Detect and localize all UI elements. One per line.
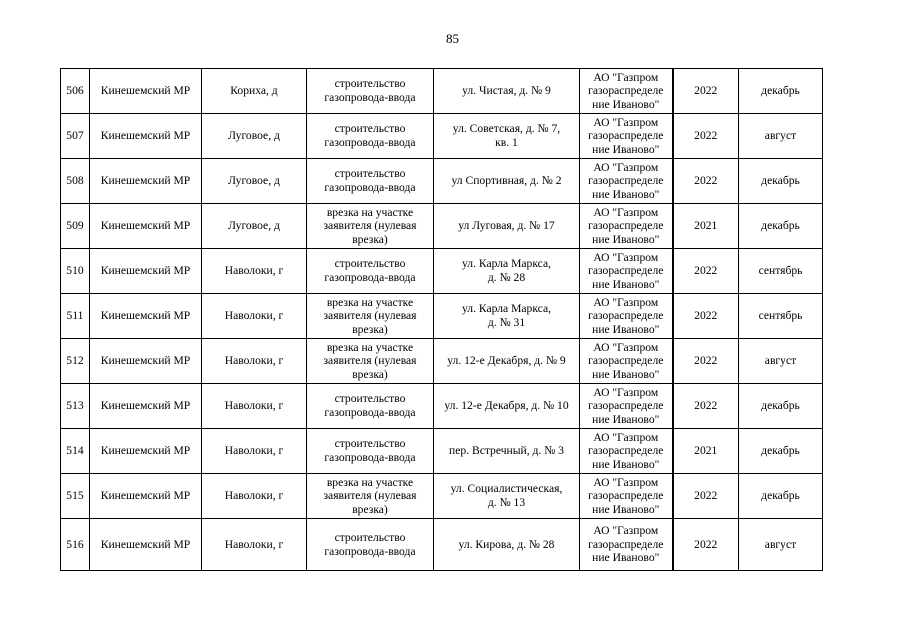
organization-cell bbox=[580, 114, 673, 159]
year-cell: 2022 bbox=[673, 519, 739, 571]
year-cell: 2022 bbox=[673, 294, 739, 339]
locality-cell: Кориха, д bbox=[202, 69, 307, 114]
organization-cell bbox=[580, 204, 673, 249]
row-number-cell: 507 bbox=[61, 114, 90, 159]
organization-line: ние Иваново" bbox=[592, 502, 660, 516]
row-number-cell: 511 bbox=[61, 294, 90, 339]
work-type-line: газопровода-ввода bbox=[324, 544, 416, 558]
address-line: ул. Советская, д. № 7, bbox=[452, 122, 561, 136]
organization-line: газораспределе bbox=[588, 489, 664, 503]
address-line: ул. Карла Маркса, bbox=[462, 302, 551, 316]
month-cell: декабрь bbox=[739, 204, 823, 249]
district-cell: Кинешемский МР bbox=[90, 339, 202, 384]
organization-line: АО "Газпром bbox=[593, 430, 659, 444]
address-cell bbox=[434, 204, 580, 249]
address-line: д. № 31 bbox=[487, 316, 526, 329]
address-cell bbox=[434, 159, 580, 204]
row-number-cell: 506 bbox=[61, 69, 90, 114]
work-type-line: строительство bbox=[334, 437, 406, 451]
address-cell bbox=[434, 519, 580, 571]
year-cell: 2022 bbox=[673, 114, 739, 159]
work-type-line: газопровода-ввода bbox=[324, 91, 416, 104]
work-type-line: строительство bbox=[334, 122, 406, 136]
year-cell: 2022 bbox=[673, 69, 739, 114]
work-type-line: врезка на участке bbox=[326, 475, 414, 489]
organization-cell bbox=[580, 519, 673, 571]
work-type-line: газопровода-ввода bbox=[324, 181, 416, 194]
address-line: пер. Встречный, д. № 3 bbox=[449, 444, 564, 458]
district-cell: Кинешемский МР bbox=[90, 69, 202, 114]
district-cell: Кинешемский МР bbox=[90, 474, 202, 519]
organization-line: АО "Газпром bbox=[593, 524, 659, 538]
organization-line: ние Иваново" bbox=[592, 97, 660, 111]
row-number-cell: 510 bbox=[61, 249, 90, 294]
locality-cell: Наволоки, г bbox=[202, 429, 307, 474]
district-cell: Кинешемский МР bbox=[90, 429, 202, 474]
organization-line: ние Иваново" bbox=[592, 277, 660, 291]
row-number-cell: 508 bbox=[61, 159, 90, 204]
organization-line: газораспределе bbox=[588, 399, 664, 413]
organization-line: АО "Газпром bbox=[593, 205, 659, 219]
row-number-cell: 512 bbox=[61, 339, 90, 384]
address-cell bbox=[434, 114, 580, 159]
locality-cell: Наволоки, г bbox=[202, 519, 307, 571]
district-cell: Кинешемский МР bbox=[90, 204, 202, 249]
address-cell bbox=[434, 294, 580, 339]
organization-line: ние Иваново" bbox=[592, 551, 660, 565]
table-row bbox=[61, 204, 823, 249]
month-cell: сентябрь bbox=[739, 294, 823, 339]
locality-cell: Наволоки, г bbox=[202, 294, 307, 339]
month-cell: декабрь bbox=[739, 384, 823, 429]
address-cell bbox=[434, 474, 580, 519]
work-type-line: врезка) bbox=[352, 367, 388, 381]
address-line: ул. Кирова, д. № 28 bbox=[458, 537, 555, 551]
organization-line: ние Иваново" bbox=[592, 322, 660, 336]
month-cell: август bbox=[739, 339, 823, 384]
table-row bbox=[61, 249, 823, 294]
locality-cell: Наволоки, г bbox=[202, 384, 307, 429]
address-line: ул. Карла Маркса, bbox=[462, 257, 551, 271]
work-type-cell bbox=[307, 114, 434, 159]
district-cell: Кинешемский МР bbox=[90, 294, 202, 339]
work-type-line: строительство bbox=[334, 257, 406, 271]
organization-cell bbox=[580, 249, 673, 294]
table-row bbox=[61, 429, 823, 474]
locality-cell: Луговое, д bbox=[202, 204, 307, 249]
organization-line: ние Иваново" bbox=[592, 142, 660, 156]
page-number: 85 bbox=[446, 31, 459, 46]
table-row bbox=[61, 69, 823, 114]
work-type-cell bbox=[307, 249, 434, 294]
year-cell: 2022 bbox=[673, 249, 739, 294]
work-type-line: строительство bbox=[334, 530, 406, 544]
address-cell bbox=[434, 69, 580, 114]
work-type-line: газопровода-ввода bbox=[324, 451, 416, 464]
district-cell: Кинешемский МР bbox=[90, 384, 202, 429]
organization-line: газораспределе bbox=[588, 219, 664, 233]
work-type-line: строительство bbox=[334, 77, 406, 91]
organization-line: АО "Газпром bbox=[593, 70, 659, 84]
organization-line: газораспределе bbox=[588, 129, 664, 143]
work-type-cell bbox=[307, 384, 434, 429]
organization-line: АО "Газпром bbox=[593, 250, 659, 264]
year-cell: 2022 bbox=[673, 474, 739, 519]
organization-line: газораспределе bbox=[588, 174, 664, 188]
address-cell bbox=[434, 249, 580, 294]
organization-line: АО "Газпром bbox=[593, 160, 659, 174]
locality-cell: Наволоки, г bbox=[202, 339, 307, 384]
locality-cell: Луговое, д bbox=[202, 114, 307, 159]
row-number-cell: 513 bbox=[61, 384, 90, 429]
work-type-line: врезка на участке bbox=[326, 205, 414, 219]
address-cell bbox=[434, 429, 580, 474]
organization-line: ние Иваново" bbox=[592, 187, 660, 201]
organization-cell bbox=[580, 474, 673, 519]
organization-line: газораспределе bbox=[588, 537, 664, 551]
work-type-line: врезка) bbox=[352, 232, 388, 246]
month-cell: декабрь bbox=[739, 474, 823, 519]
month-cell: август bbox=[739, 519, 823, 571]
organization-line: газораспределе bbox=[588, 354, 664, 368]
work-type-line: газопровода-ввода bbox=[324, 136, 416, 149]
month-cell: сентябрь bbox=[739, 249, 823, 294]
organization-line: АО "Газпром bbox=[593, 385, 659, 399]
organization-line: АО "Газпром bbox=[593, 475, 659, 489]
table-row bbox=[61, 159, 823, 204]
locality-cell: Наволоки, г bbox=[202, 474, 307, 519]
organization-line: АО "Газпром bbox=[593, 295, 659, 309]
address-line: ул Луговая, д. № 17 bbox=[458, 219, 555, 233]
address-line: ул. 12-е Декабря, д. № 10 bbox=[444, 399, 569, 413]
address-cell bbox=[434, 384, 580, 429]
month-cell: декабрь bbox=[739, 429, 823, 474]
organization-cell bbox=[580, 69, 673, 114]
month-cell: декабрь bbox=[739, 159, 823, 204]
work-type-cell bbox=[307, 204, 434, 249]
organization-cell bbox=[580, 159, 673, 204]
organization-cell bbox=[580, 339, 673, 384]
address-cell bbox=[434, 339, 580, 384]
work-type-cell bbox=[307, 429, 434, 474]
work-type-line: газопровода-ввода bbox=[324, 406, 416, 419]
organization-line: ние Иваново" bbox=[592, 412, 660, 426]
work-type-line: врезка) bbox=[352, 322, 388, 336]
district-cell: Кинешемский МР bbox=[90, 114, 202, 159]
work-type-line: заявителя (нулевая bbox=[323, 354, 417, 368]
district-cell: Кинешемский МР bbox=[90, 519, 202, 571]
year-cell: 2021 bbox=[673, 204, 739, 249]
district-cell: Кинешемский МР bbox=[90, 159, 202, 204]
organization-line: газораспределе bbox=[588, 264, 664, 278]
organization-line: газораспределе bbox=[588, 444, 664, 458]
locality-cell: Луговое, д bbox=[202, 159, 307, 204]
work-type-line: газопровода-ввода bbox=[324, 271, 416, 284]
table-row bbox=[61, 339, 823, 384]
work-type-cell bbox=[307, 519, 434, 571]
table-row bbox=[61, 519, 823, 571]
address-line: ул. 12-е Декабря, д. № 9 bbox=[447, 354, 566, 368]
year-cell: 2022 bbox=[673, 159, 739, 204]
address-line: д. № 28 bbox=[487, 271, 526, 284]
row-number-cell: 515 bbox=[61, 474, 90, 519]
work-type-cell bbox=[307, 69, 434, 114]
year-cell: 2022 bbox=[673, 339, 739, 384]
data-table bbox=[60, 68, 823, 571]
address-line: ул. Социалистическая, bbox=[450, 482, 563, 496]
work-type-line: заявителя (нулевая bbox=[323, 309, 417, 323]
table-row bbox=[61, 294, 823, 339]
organization-line: АО "Газпром bbox=[593, 340, 659, 354]
work-type-line: врезка на участке bbox=[326, 340, 414, 354]
row-number-cell: 514 bbox=[61, 429, 90, 474]
table-row bbox=[61, 114, 823, 159]
address-line: кв. 1 bbox=[495, 136, 518, 149]
organization-cell bbox=[580, 294, 673, 339]
row-number-cell: 516 bbox=[61, 519, 90, 571]
address-line: д. № 13 bbox=[487, 496, 526, 509]
table-row bbox=[61, 474, 823, 519]
work-type-cell bbox=[307, 294, 434, 339]
organization-cell bbox=[580, 429, 673, 474]
work-type-line: строительство bbox=[334, 167, 406, 181]
work-type-line: строительство bbox=[334, 392, 406, 406]
year-cell: 2022 bbox=[673, 384, 739, 429]
work-type-cell bbox=[307, 159, 434, 204]
organization-line: газораспределе bbox=[588, 84, 664, 98]
work-type-cell bbox=[307, 339, 434, 384]
locality-cell: Наволоки, г bbox=[202, 249, 307, 294]
year-cell: 2021 bbox=[673, 429, 739, 474]
work-type-line: врезка на участке bbox=[326, 295, 414, 309]
table-row bbox=[61, 384, 823, 429]
month-cell: декабрь bbox=[739, 69, 823, 114]
work-type-line: заявителя (нулевая bbox=[323, 219, 417, 233]
organization-line: ние Иваново" bbox=[592, 367, 660, 381]
organization-cell bbox=[580, 384, 673, 429]
address-line: ул Спортивная, д. № 2 bbox=[451, 174, 562, 188]
organization-line: АО "Газпром bbox=[593, 115, 659, 129]
district-cell: Кинешемский МР bbox=[90, 249, 202, 294]
row-number-cell: 509 bbox=[61, 204, 90, 249]
work-type-line: врезка) bbox=[352, 502, 388, 516]
work-type-cell bbox=[307, 474, 434, 519]
organization-line: ние Иваново" bbox=[592, 457, 660, 471]
work-type-line: заявителя (нулевая bbox=[323, 489, 417, 503]
organization-line: ние Иваново" bbox=[592, 232, 660, 246]
address-line: ул. Чистая, д. № 9 bbox=[462, 84, 551, 98]
organization-line: газораспределе bbox=[588, 309, 664, 323]
month-cell: август bbox=[739, 114, 823, 159]
